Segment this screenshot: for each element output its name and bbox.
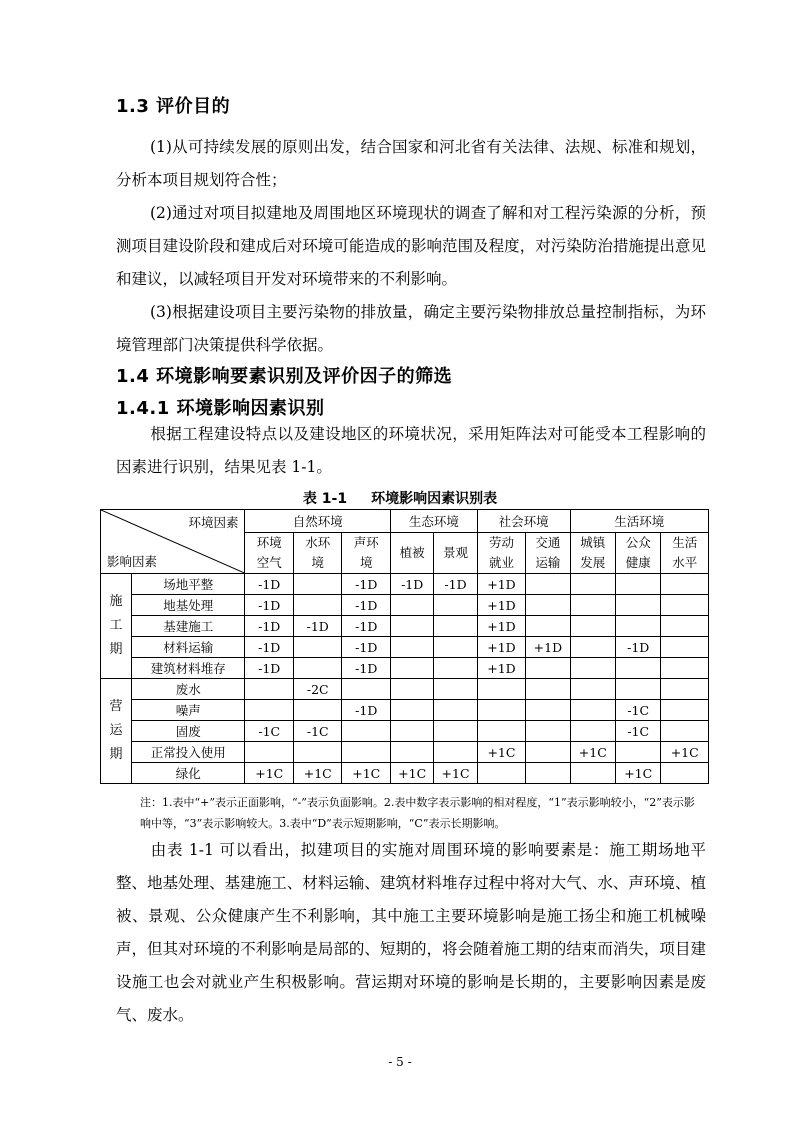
cell <box>477 721 526 742</box>
cell: +1D <box>477 595 526 616</box>
column-header: 植被 <box>391 533 434 574</box>
cell <box>477 679 526 700</box>
column-header: 声环境 <box>342 533 391 574</box>
group-header-natural: 自然环境 <box>245 510 391 533</box>
corner-label-env-factor: 环境因素 <box>188 515 239 530</box>
cell <box>661 763 709 784</box>
table-row <box>101 595 709 616</box>
cell: -1D <box>342 616 391 637</box>
cell: -1D <box>245 595 294 616</box>
row-label: 噪声 <box>131 700 245 721</box>
cell <box>661 658 709 679</box>
subsection-heading-1-4-1: 1.4.1 环境影响因素识别 <box>116 398 325 419</box>
row-label: 建筑材料堆存 <box>131 658 245 679</box>
cell <box>391 742 434 763</box>
cell <box>391 595 434 616</box>
cell <box>293 637 342 658</box>
cell <box>391 700 434 721</box>
row-label: 基建施工 <box>131 616 245 637</box>
cell <box>661 637 709 658</box>
cell <box>526 574 570 595</box>
cell: +1C <box>293 763 342 784</box>
cell <box>526 616 570 637</box>
cell <box>526 763 570 784</box>
cell: -1D <box>342 595 391 616</box>
cell: -1D <box>342 658 391 679</box>
column-header: 公众健康 <box>616 533 661 574</box>
cell <box>434 679 477 700</box>
cell: -1D <box>245 637 294 658</box>
cell <box>391 721 434 742</box>
cell <box>434 742 477 763</box>
table-note: 注：1.表中“+”表示正面影响，“-”表示负面影响。2.表中数字表示影响的相对程度，“1”表示影响较小，“2”表示影响中等，“3”表示影响较大。3.表中“D”表示短期影响，“C”表示长期影响。 <box>140 796 695 830</box>
table-row <box>101 742 709 763</box>
cell <box>477 700 526 721</box>
cell <box>616 658 661 679</box>
cell: +1D <box>477 574 526 595</box>
table-number: 表 1-1 <box>302 491 348 507</box>
cell <box>342 679 391 700</box>
column-header: 城镇发展 <box>570 533 615 574</box>
column-header: 水环境 <box>293 533 342 574</box>
cell <box>526 679 570 700</box>
cell: +1D <box>477 637 526 658</box>
cell: +1C <box>661 742 709 763</box>
cell <box>293 595 342 616</box>
section-heading-1-3: 1.3 评价目的 <box>116 96 231 117</box>
table-row <box>101 658 709 679</box>
cell <box>391 658 434 679</box>
cell: -1C <box>616 721 661 742</box>
cell <box>570 721 615 742</box>
table-row <box>101 679 709 700</box>
cell: +1C <box>434 763 477 784</box>
cell <box>293 742 342 763</box>
table-row <box>101 616 709 637</box>
cell <box>570 574 615 595</box>
impact-matrix-table <box>100 509 709 784</box>
cell <box>526 658 570 679</box>
table-caption <box>0 488 800 508</box>
cell: +1D <box>477 616 526 637</box>
paragraph-2: (2)通过对项目拟建地及周围地区环境现状的调查了解和对工程污染源的分析，预测项目建设阶段和建成后对环境可能造成的影响范围及程度，对污染防治措施提出意见和建议，以减轻项目开发对环境带来的不利影响。 <box>116 204 706 288</box>
cell: -1D <box>293 616 342 637</box>
cell: +1C <box>616 763 661 784</box>
cell <box>570 658 615 679</box>
cell <box>342 721 391 742</box>
cell <box>342 742 391 763</box>
table-row <box>101 721 709 742</box>
cell <box>293 700 342 721</box>
cell <box>661 721 709 742</box>
cell <box>526 721 570 742</box>
cell <box>477 763 526 784</box>
cell <box>293 574 342 595</box>
cell: -1C <box>616 700 661 721</box>
cell <box>570 679 615 700</box>
cell: -1C <box>245 721 294 742</box>
cell <box>434 595 477 616</box>
table-header-row-groups <box>101 510 709 533</box>
cell: -1D <box>245 616 294 637</box>
cell: -1D <box>391 574 434 595</box>
cell <box>570 595 615 616</box>
cell <box>245 742 294 763</box>
cell <box>570 763 615 784</box>
cell: +1C <box>477 742 526 763</box>
cell <box>570 700 615 721</box>
cell <box>526 595 570 616</box>
cell <box>245 679 294 700</box>
cell: -1D <box>434 574 477 595</box>
intro-paragraph: 根据工程建设特点以及建设地区的环境状况，采用矩阵法对可能受本工程影响的因素进行识别，结果见表 1-1。 <box>116 425 706 476</box>
cell <box>616 574 661 595</box>
cell: -1C <box>293 721 342 742</box>
cell: -1D <box>245 658 294 679</box>
row-label: 固废 <box>131 721 245 742</box>
cell: -1D <box>342 700 391 721</box>
cell <box>526 700 570 721</box>
cell <box>391 637 434 658</box>
row-label: 材料运输 <box>131 637 245 658</box>
cell <box>661 700 709 721</box>
cell: +1C <box>570 742 615 763</box>
phase-operation-cell: 营运期 <box>101 679 132 784</box>
cell <box>616 679 661 700</box>
group-header-living: 生活环境 <box>570 510 708 533</box>
group-header-ecology: 生态环境 <box>391 510 478 533</box>
cell <box>434 721 477 742</box>
cell <box>434 637 477 658</box>
row-label: 场地平整 <box>131 574 245 595</box>
cell <box>245 700 294 721</box>
cell <box>434 658 477 679</box>
group-header-social: 社会环境 <box>477 510 570 533</box>
cell: -1D <box>245 574 294 595</box>
row-label: 废水 <box>131 679 245 700</box>
table-row <box>101 763 709 784</box>
row-label: 正常投入使用 <box>131 742 245 763</box>
column-header: 劳动就业 <box>477 533 526 574</box>
cell: -1D <box>342 574 391 595</box>
cell: +1C <box>245 763 294 784</box>
corner-label-impact-factor: 影响因素 <box>107 554 158 569</box>
cell: +1C <box>342 763 391 784</box>
column-header: 环境空气 <box>245 533 294 574</box>
cell <box>391 679 434 700</box>
table-row <box>101 700 709 721</box>
cell <box>293 658 342 679</box>
cell <box>661 616 709 637</box>
column-header: 生活水平 <box>661 533 709 574</box>
cell: +1C <box>391 763 434 784</box>
column-header: 交通运输 <box>526 533 570 574</box>
cell: +1D <box>526 637 570 658</box>
cell: -2C <box>293 679 342 700</box>
cell <box>434 700 477 721</box>
row-label: 绿化 <box>131 763 245 784</box>
cell <box>661 679 709 700</box>
cell <box>661 574 709 595</box>
cell <box>391 616 434 637</box>
cell <box>616 742 661 763</box>
row-label: 地基处理 <box>131 595 245 616</box>
table-row <box>101 574 709 595</box>
cell <box>570 637 615 658</box>
cell <box>616 616 661 637</box>
table-title: 环境影响因素识别表 <box>371 491 498 507</box>
paragraph-1: (1)从可持续发展的原则出发，结合国家和河北省有关法律、法规、标准和规划，分析本项目规划符合性； <box>116 138 706 189</box>
cell: -1D <box>342 637 391 658</box>
phase-construction-cell: 施工期 <box>101 574 132 679</box>
table-corner-cell <box>101 510 245 574</box>
cell <box>616 595 661 616</box>
cell <box>526 742 570 763</box>
cell: -1D <box>616 637 661 658</box>
cell <box>661 595 709 616</box>
table-row <box>101 637 709 658</box>
page-number: - 5 - <box>388 1055 412 1069</box>
section-heading-1-4: 1.4 环境影响要素识别及评价因子的筛选 <box>116 366 453 387</box>
cell <box>434 616 477 637</box>
cell: +1D <box>477 658 526 679</box>
cell <box>570 616 615 637</box>
conclusion-paragraph: 由表 1-1 可以看出，拟建项目的实施对周围环境的影响要素是：施工期场地平整、地基处理、基建施工、材料运输、建筑材料堆存过程中将对大气、水、声环境、植被、景观、公众健康产生不利影响，其中施工主要环境影响是施工扬尘和施工机械噪声，但其对环境的不利影响是局部的、短期的，将会随着施工期的结束而消失，项目建设施工也会对就业产生积极影响。营运期对环境的影响是长期的，主要影响因素是废气、废水。 <box>116 841 706 1024</box>
paragraph-3: (3)根据建设项目主要污染物的排放量，确定主要污染物排放总量控制指标，为环境管理部门决策提供科学依据。 <box>116 303 706 354</box>
column-header: 景观 <box>434 533 477 574</box>
